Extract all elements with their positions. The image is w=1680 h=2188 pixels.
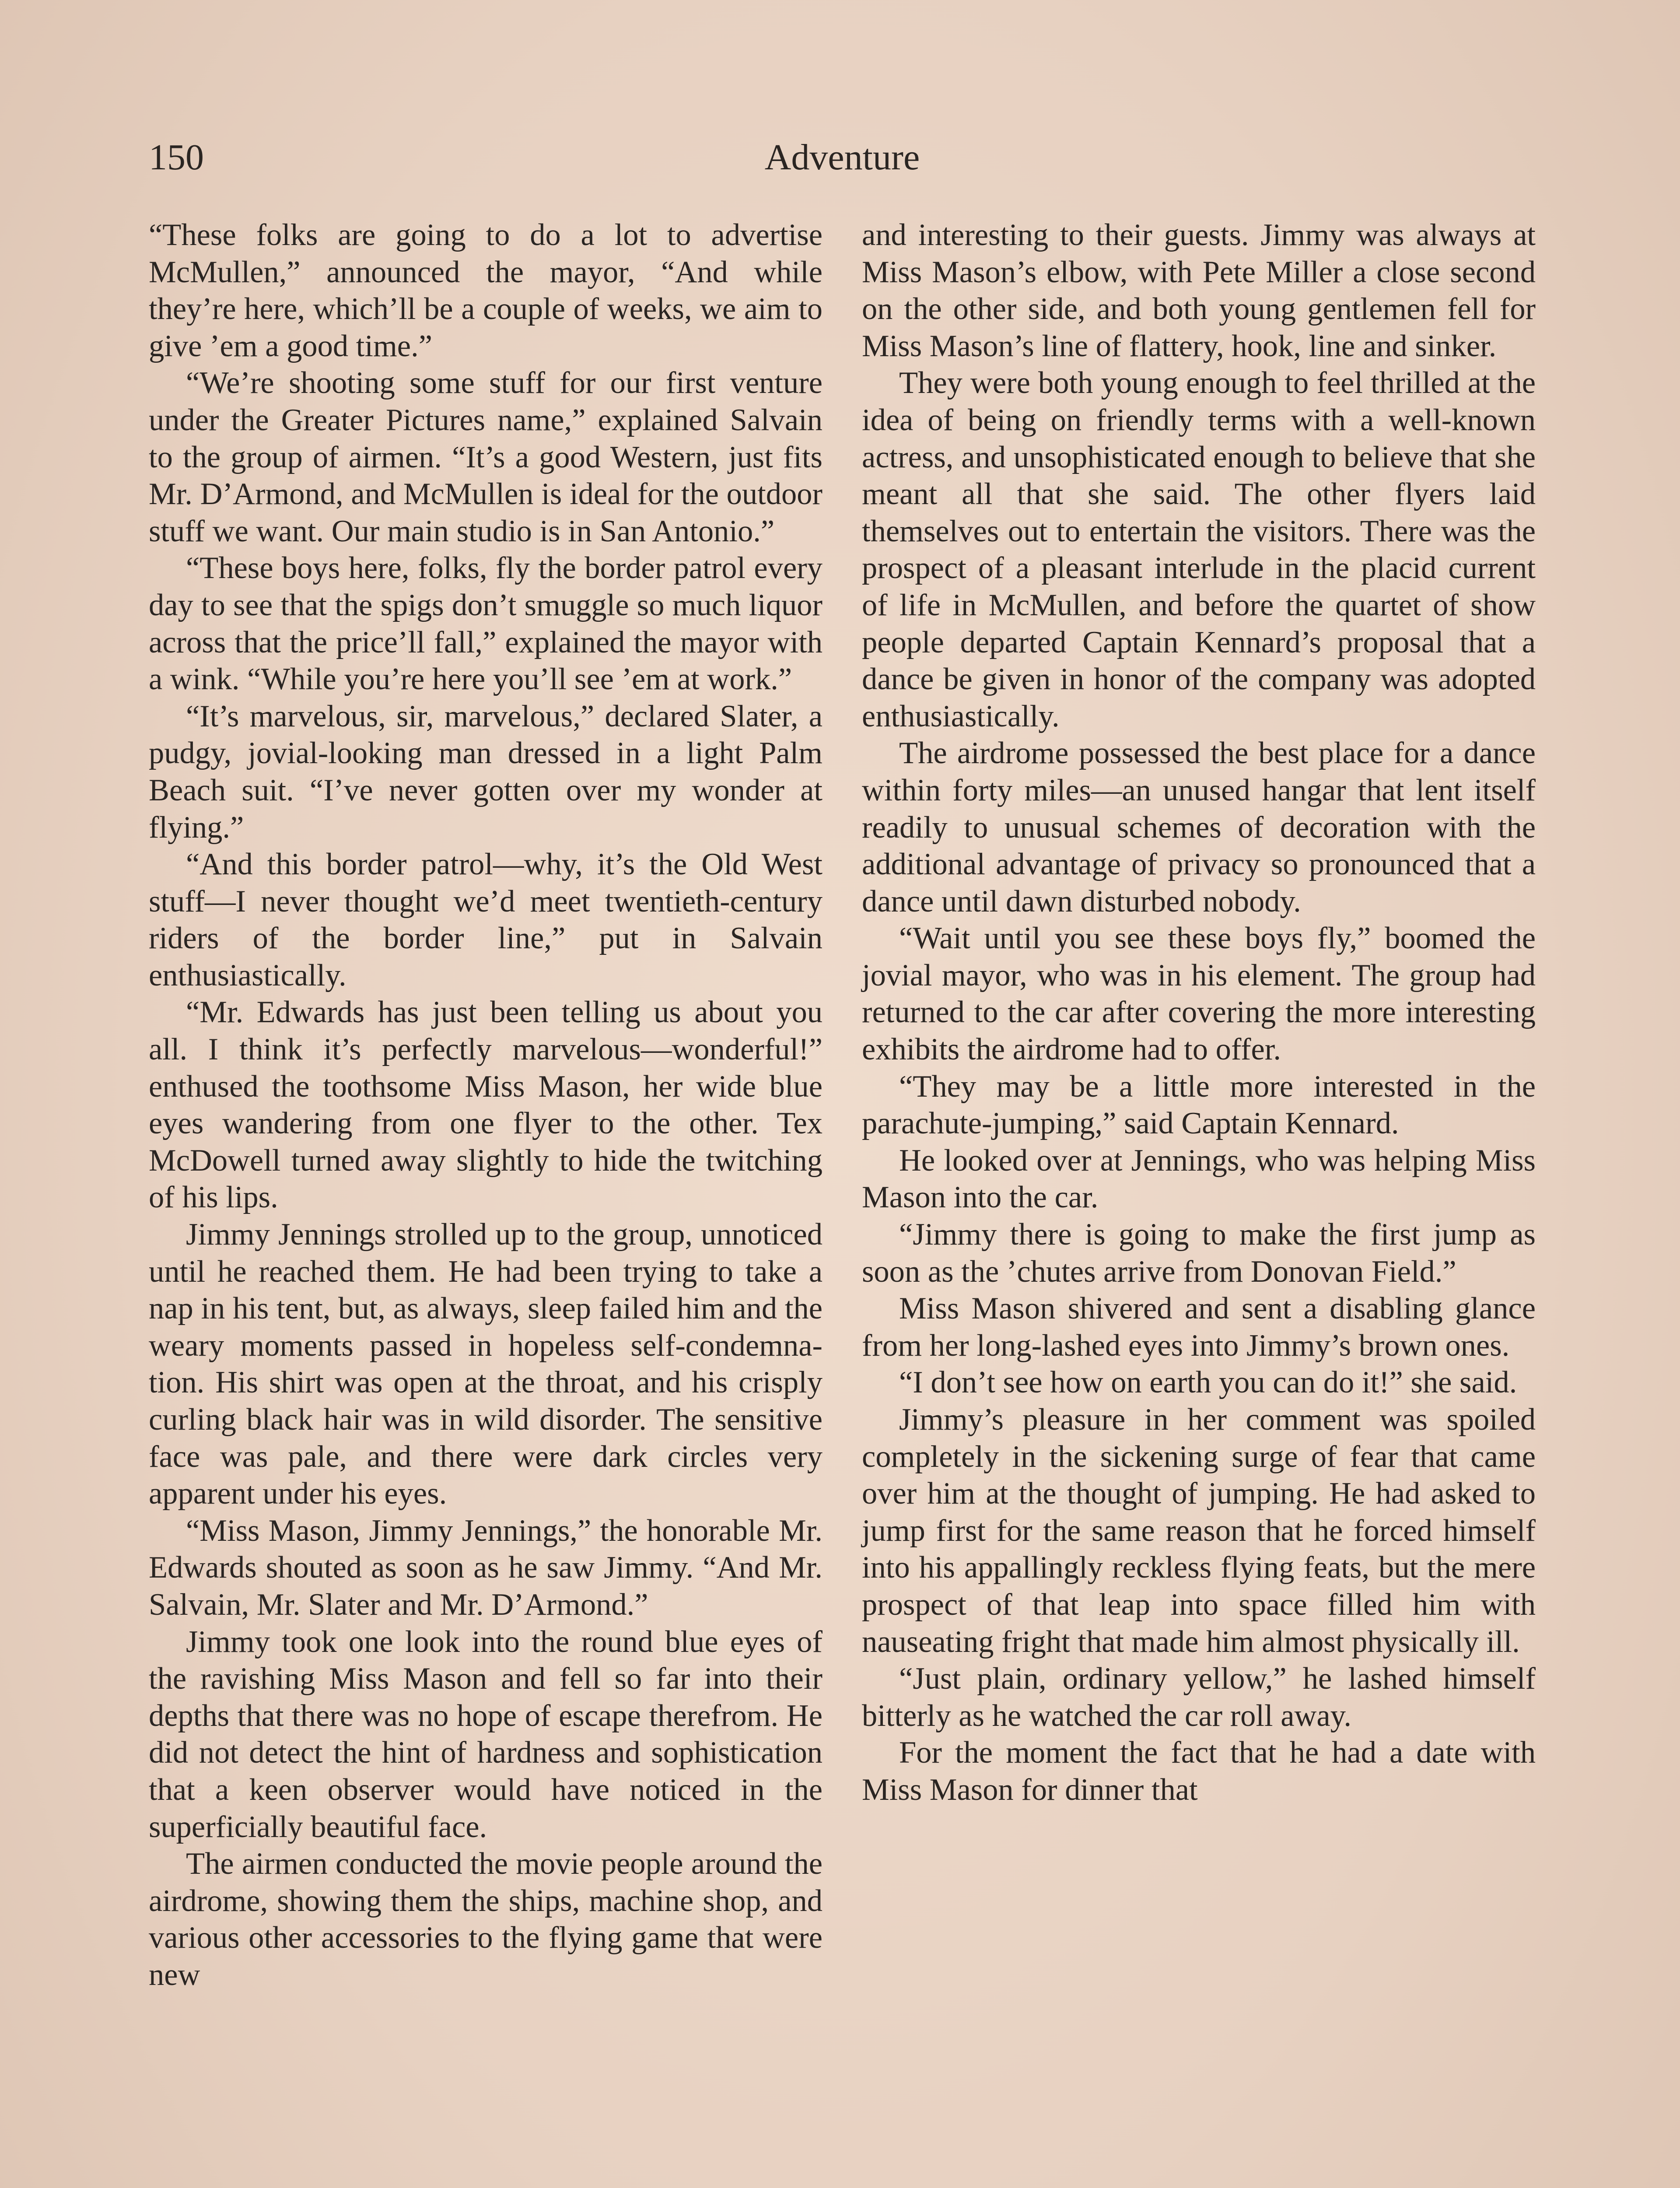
paragraph: “Wait until you see these boys fly,” boomed the jovial mayor, who was in his element. The group had returned to the car after covering the more interesting exhibits the airdrome had to offer.	[862, 921, 1536, 1067]
paragraph: The airdrome possessed the best place for a dance within forty miles—an unused hangar that lent itself readily to unusual schemes of decoration with the additional advantage of privacy so pronounced that a dance until dawn disturbed nobody.	[862, 736, 1536, 919]
paragraph: and interesting to their guests. Jimmy was always at Miss Mason’s elbow, with Pete Miller a close second on the other side, and both young gentlemen fell for Miss Mason’s line of flattery, hook, line and sinker.	[862, 218, 1536, 363]
paragraph: “We’re shooting some stuff for our first venture under the Greater Pictures name,” explained Salvain to the group of airmen. “It’s a good Western, just fits Mr. D’Armond, and McMullen is ideal for the outdoor stuff we want. Our main studio is in San Antonio.”	[149, 366, 822, 548]
paragraph: “They may be a little more interested in the parachute-jumping,” said Captain Kennard.	[862, 1069, 1536, 1141]
paragraph: They were both young enough to feel thrilled at the idea of being on friendly terms with a well-known actress, and unsophisticated enough to believe that she meant all that she said. The other flyers laid themselves out to entertain the visitors. There was the prospect of a pleasant interlude in the placid current of life in McMullen, and before the quartet of show people departed Captain Kennard’s proposal that a dance be given in honor of the company was adopted enthusiastically.	[862, 366, 1536, 733]
paragraph: “And this border patrol—why, it’s the Old West stuff—I never thought we’d meet twentieth-century riders of the border line,” put in Salvain enthusiastically.	[149, 847, 822, 992]
page-number: 150	[149, 137, 204, 178]
paragraph: He looked over at Jennings, who was helping Miss Mason into the car.	[862, 1143, 1536, 1215]
right-column	[862, 217, 1536, 1809]
paragraph: Miss Mason shivered and sent a disabling glance from her long-lashed eyes into Jimmy’s brown ones.	[862, 1291, 1536, 1363]
paragraph: Jimmy’s pleasure in her comment was spoiled completely in the sickening surge of fear that came over him at the thought of jumping. He had asked to jump first for the same reason that he forced himself into his appallingly reckless flying feats, but the mere prospect of that leap into space filled him with nauseating fright that made him almost physically ill.	[862, 1403, 1536, 1659]
paragraph: “These folks are going to do a lot to advertise McMullen,” announced the mayor, “And while they’re here, which’ll be a couple of weeks, we aim to give ’em a good time.”	[149, 218, 822, 363]
paragraph: For the moment the fact that he had a date with Miss Mason for dinner that	[862, 1736, 1536, 1807]
paragraph: “Jimmy there is going to make the first jump as soon as the ’chutes arrive from Donovan Field.”	[862, 1217, 1536, 1289]
page-title: Adventure	[764, 137, 920, 178]
paragraph: “It’s marvelous, sir, marvelous,” declared Slater, a pudgy, jovial-looking man dressed in a light Palm Beach suit. “I’ve never gotten over my wonder at flying.”	[149, 699, 822, 845]
paragraph: Jimmy took one look into the round blue eyes of the ravishing Miss Mason and fell so far into their depths that there was no hope of escape therefrom. He did not detect the hint of hardness and sophistication that a keen observer would have noticed in the superficially beautiful face.	[149, 1624, 822, 1844]
paragraph: “These boys here, folks, fly the border patrol every day to see that the spigs don’t smuggle so much liquor across that the price’ll fall,” explained the mayor with a wink. “While you’re here you’ll see ’em at work.”	[149, 551, 822, 697]
paragraph: “I don’t see how on earth you can do it!” she said.	[899, 1365, 1517, 1400]
left-column	[149, 217, 822, 1994]
paragraph: Jimmy Jennings strolled up to the group, unnoticed until he reached them. He had been trying to take a nap in his tent, but, as always, sleep failed him and the weary moments passed in hopeless self-condemnation. His shirt was open at the throat, and his crisply curling black hair was in wild disorder. The sensitive face was pale, and there were dark circles very apparent under his eyes.	[149, 1217, 822, 1511]
running-header	[149, 127, 1536, 188]
paragraph: “Mr. Edwards has just been telling us about you all. I think it’s perfectly marvelous—wonderful!” enthused the toothsome Miss Mason, her wide blue eyes wandering from one flyer to the other. Tex McDowell turned away slightly to hide the twitching of his lips.	[149, 995, 822, 1215]
paragraph: “Just plain, ordinary yellow,” he lashed himself bitterly as he watched the car roll away.	[862, 1662, 1536, 1733]
paragraph: The airmen conducted the movie people around the airdrome, showing them the ships, machine shop, and various other accessories to the flying game that were new	[149, 1847, 822, 1992]
paragraph: “Miss Mason, Jimmy Jennings,” the honorable Mr. Edwards shouted as soon as he saw Jimmy. “And Mr. Salvain, Mr. Slater and Mr. D’Armond.”	[149, 1513, 822, 1622]
